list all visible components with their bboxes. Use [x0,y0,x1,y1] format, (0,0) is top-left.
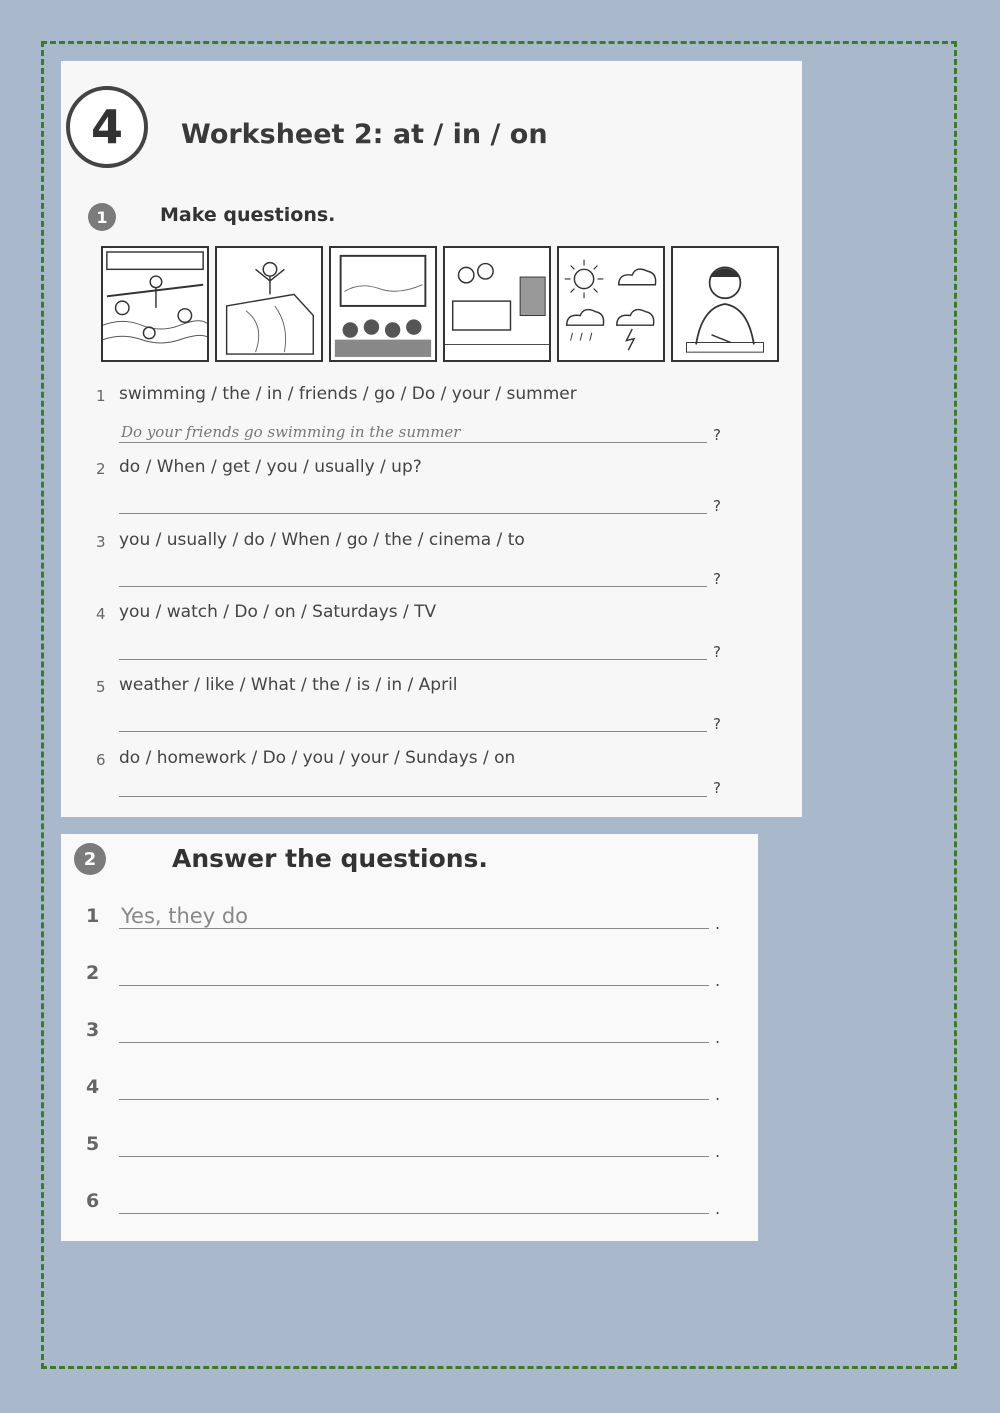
question-prompt: do / homework / Do / you / your / Sundays / on [119,748,516,768]
question-number: 3 [96,533,106,551]
answer-number: 1 [86,905,100,927]
full-stop: . [715,1085,721,1104]
question-number: 6 [96,751,106,769]
question-prompt: swimming / the / in / friends / go / Do / your / summer [119,384,577,404]
question-number: 4 [96,605,106,623]
worksheet-title: Worksheet 2: at / in / on [181,119,548,150]
exercise-1-title: Make questions. [160,204,336,226]
answer-line[interactable] [119,774,707,797]
bedroom-wakeup-picture [215,246,323,362]
answer-number: 6 [86,1190,100,1212]
question-prompt: weather / like / What / the / is / in / April [119,675,458,695]
sample-answer: Yes, they do [121,904,248,928]
swimming-pool-picture [101,246,209,362]
question-mark: ? [713,497,721,515]
question-mark: ? [713,570,721,588]
question-mark: ? [713,715,721,733]
full-stop: . [715,1028,721,1047]
answer-line[interactable] [119,902,709,929]
full-stop: . [715,914,721,933]
answer-number: 4 [86,1076,100,1098]
question-mark: ? [713,779,721,797]
question-number: 2 [96,460,106,478]
answer-number: 5 [86,1133,100,1155]
question-mark: ? [713,643,721,661]
question-mark: ? [713,426,721,444]
worksheet-part-1 [61,61,802,817]
answer-line[interactable] [119,959,709,986]
full-stop: . [715,1142,721,1161]
worksheet-part-2 [61,834,758,1241]
picture-strip [101,246,781,363]
sample-answer: Do your friends go swimming in the summer [121,423,461,441]
answer-number: 3 [86,1019,100,1041]
full-stop: . [715,971,721,990]
answer-line[interactable] [119,1073,709,1100]
question-number: 1 [96,387,106,405]
unit-number-badge: 4 [66,86,148,168]
answer-line[interactable] [119,420,707,443]
question-number: 5 [96,678,106,696]
exercise-1-number: 1 [88,203,116,231]
answer-line[interactable] [119,1016,709,1043]
answer-line[interactable] [119,637,707,660]
answer-line[interactable] [119,564,707,587]
full-stop: . [715,1199,721,1218]
watching-tv-picture [443,246,551,362]
exercise-2-number: 2 [74,843,106,875]
answer-number: 2 [86,962,100,984]
exercise-2-title: Answer the questions. [172,844,488,873]
question-prompt: you / watch / Do / on / Saturdays / TV [119,602,437,622]
question-prompt: you / usually / do / When / go / the / cinema / to [119,530,525,550]
answer-line[interactable] [119,491,707,514]
weather-symbols-picture [557,246,665,362]
cinema-picture [329,246,437,362]
question-prompt: do / When / get / you / usually / up? [119,457,422,477]
answer-line[interactable] [119,1187,709,1214]
homework-picture [671,246,779,362]
answer-line[interactable] [119,709,707,732]
answer-line[interactable] [119,1130,709,1157]
